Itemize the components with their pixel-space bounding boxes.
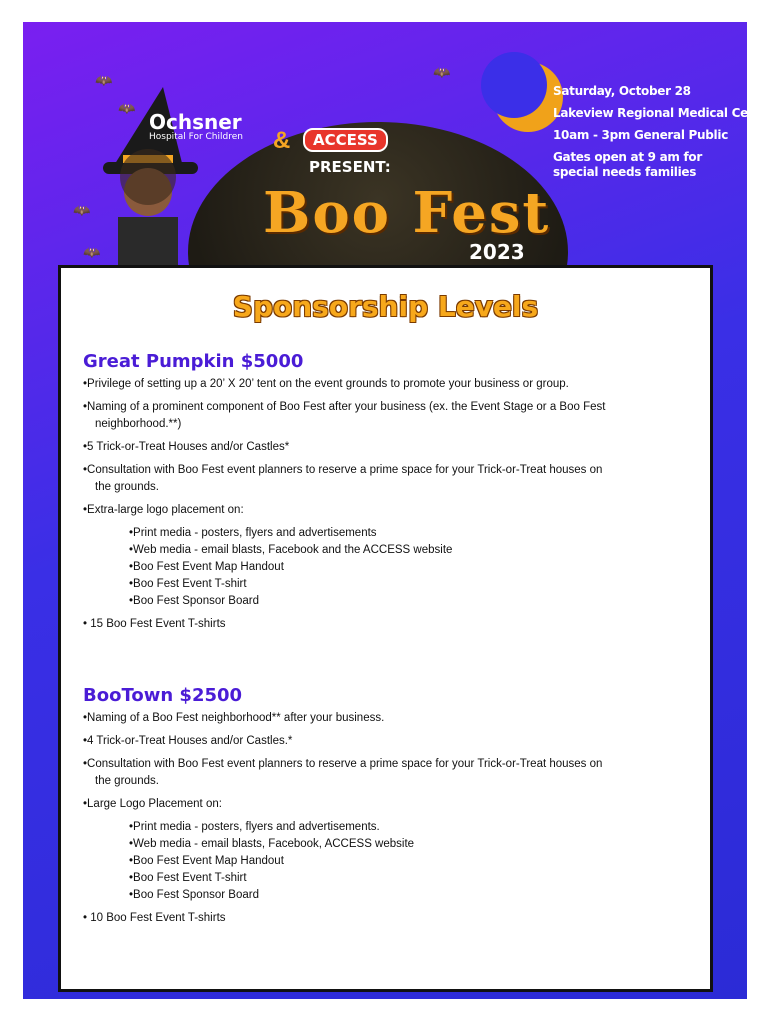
list-item: •Boo Fest Event T-shirt [129, 872, 247, 884]
list-item: • 15 Boo Fest Event T-shirts [83, 618, 226, 630]
list-item: •Large Logo Placement on: [83, 798, 222, 810]
list-item: •5 Trick-or-Treat Houses and/or Castles* [83, 441, 290, 453]
list-item: • 10 Boo Fest Event T-shirts [83, 912, 226, 924]
bat-icon: 🦇 [433, 64, 451, 80]
list-item: •Web media - email blasts, Facebook and the ACCESS website [129, 544, 453, 556]
event-special-1: Gates open at 9 am for [553, 150, 702, 164]
list-item: •Boo Fest Sponsor Board [129, 889, 259, 901]
page-title: Sponsorship Levels [232, 290, 539, 323]
ochsner-subtitle: Hospital For Children [149, 132, 243, 142]
list-item: •Print media - posters, flyers and advertisements. [129, 821, 380, 833]
ochsner-name: Ochsner [149, 110, 242, 134]
list-item: •Naming of a prominent component of Boo Fest after your business (ex. the Event Stage or a Boo Fest [83, 401, 606, 413]
list-item: •Consultation with Boo Fest event planners to reserve a prime space for your Trick-or-Treat houses on [83, 758, 603, 770]
event-venue: Lakeview Regional Medical Center [553, 106, 775, 120]
event-hours: 10am - 3pm General Public [553, 128, 729, 142]
poster-banner [23, 22, 775, 999]
access-logo: ACCESS [303, 128, 388, 152]
sub-list [129, 525, 690, 610]
list-item: •Boo Fest Sponsor Board [129, 595, 259, 607]
list-item: •Extra-large logo placement on: [83, 504, 244, 516]
level-bootown [83, 685, 690, 933]
list-item: •Naming of a Boo Fest neighborhood** after your business. [83, 712, 385, 724]
list-item: •Privilege of setting up a 20’ X 20’ tent on the event grounds to promote your business or group. [83, 378, 569, 390]
ochsner-logo [149, 110, 243, 142]
sponsorship-panel [58, 265, 713, 992]
bat-icon: 🦇 [95, 72, 113, 88]
boo-fest-title: Boo Fest [263, 180, 551, 246]
bat-icon: 🦇 [83, 244, 101, 260]
ampersand: & [273, 127, 291, 154]
witch-illustration [93, 77, 203, 277]
list-item: •Boo Fest Event Map Handout [129, 855, 284, 867]
bat-icon: 🦇 [118, 100, 136, 116]
event-special-2: special needs families [553, 165, 697, 179]
list-item: •Print media - posters, flyers and advertisements [129, 527, 377, 539]
level-heading: Great Pumpkin $5000 [83, 351, 304, 372]
list-item: the grounds. [95, 481, 159, 493]
moon-shadow [481, 52, 547, 118]
event-info [553, 80, 775, 180]
list-item: •4 Trick-or-Treat Houses and/or Castles.* [83, 735, 293, 747]
list-item: •Boo Fest Event Map Handout [129, 561, 284, 573]
list-item: •Boo Fest Event T-shirt [129, 578, 247, 590]
list-item: •Consultation with Boo Fest event planners to reserve a prime space for your Trick-or-Treat houses on [83, 464, 603, 476]
list-item: •Web media - email blasts, Facebook, ACCESS website [129, 838, 415, 850]
year-label: 2023 [469, 240, 525, 264]
sub-list [129, 819, 690, 904]
list-item: the grounds. [95, 775, 159, 787]
present-text: PRESENT: [309, 158, 391, 176]
event-date: Saturday, October 28 [553, 84, 691, 98]
bat-icon: 🦇 [73, 202, 91, 218]
list-item: neighborhood.**) [95, 418, 182, 430]
level-heading: BooTown $2500 [83, 685, 243, 706]
level-great-pumpkin [83, 351, 690, 639]
